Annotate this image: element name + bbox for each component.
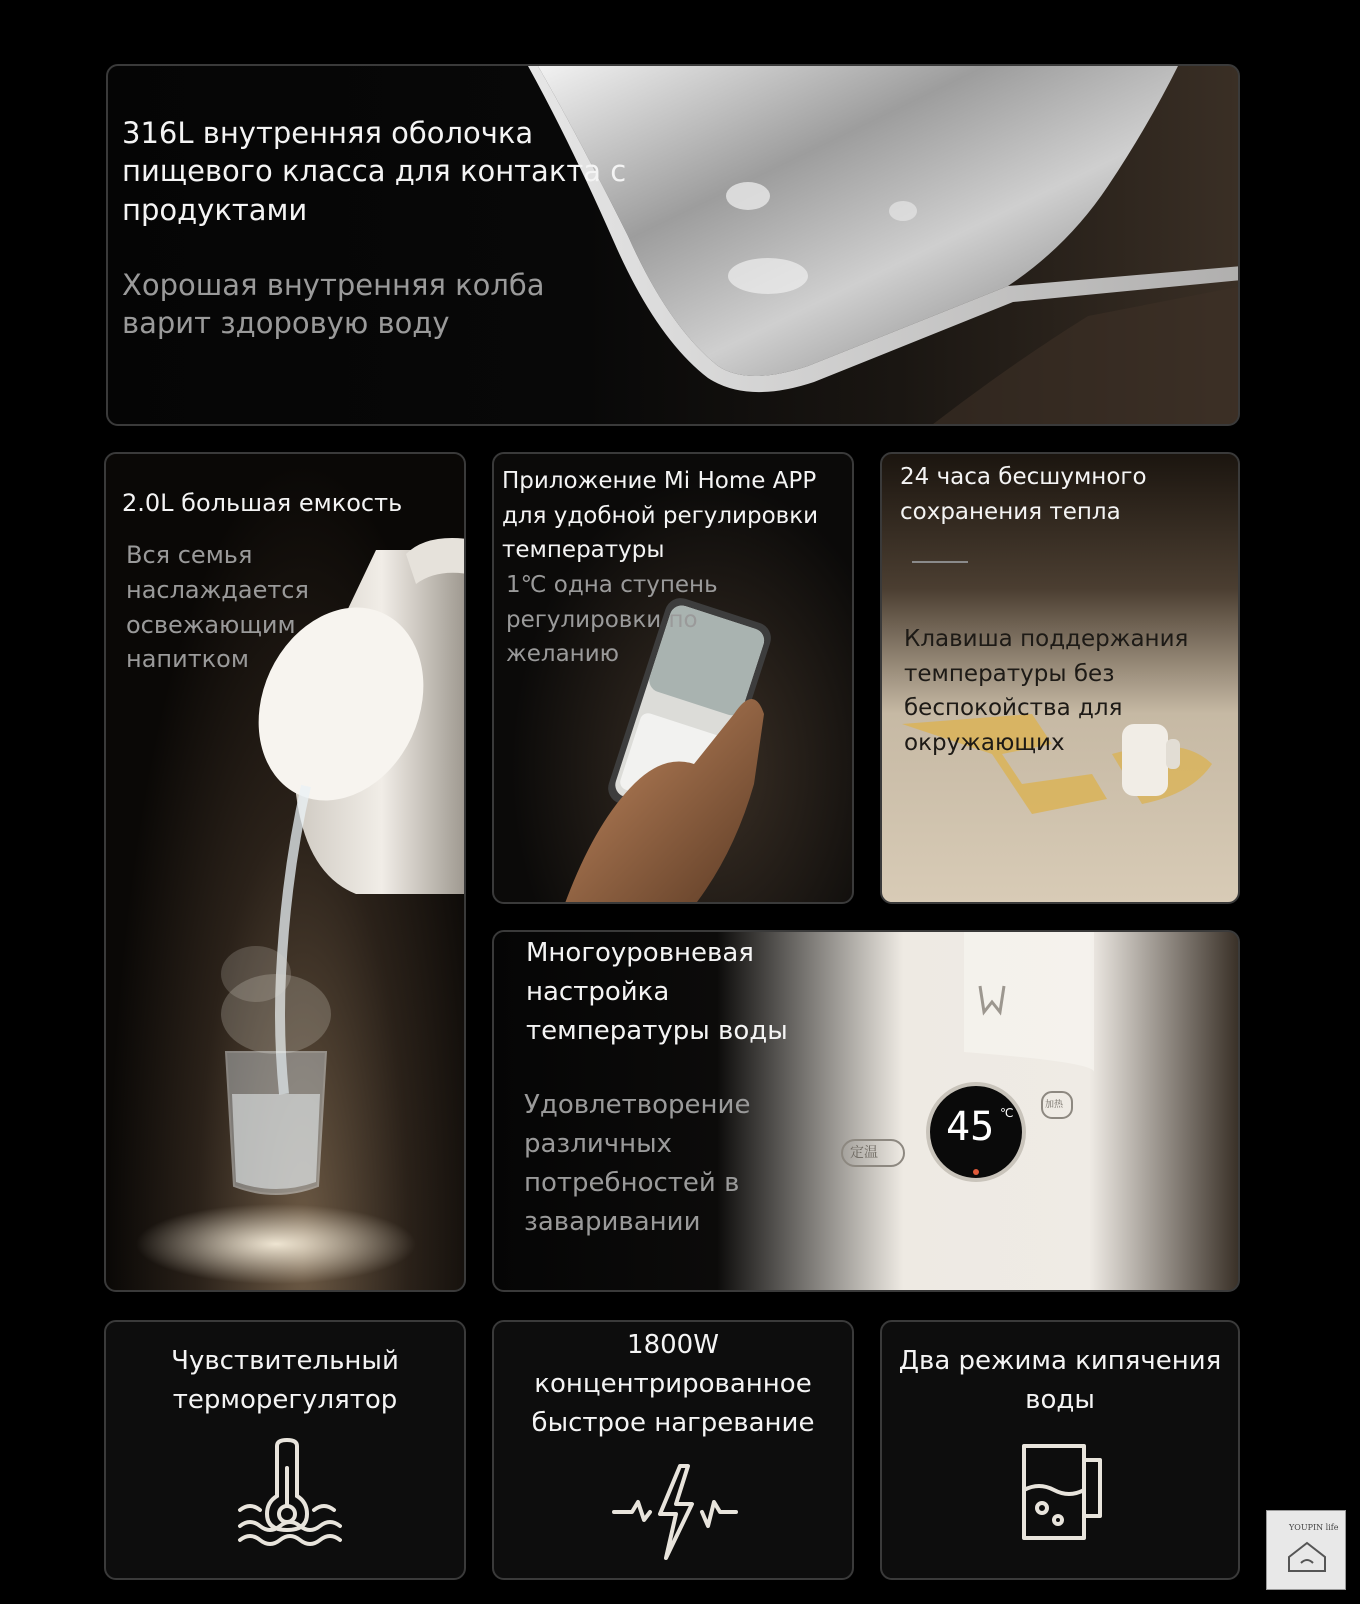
app-title: Приложение Mi Home APP для удобной регулировки температуры [502,468,819,563]
watermark-text: YOUPIN life [1289,1523,1339,1532]
temp-display-value: 45 [946,1104,995,1150]
temp-display-unit: ℃ [1000,1106,1014,1120]
kettle-icon [1012,1438,1112,1548]
feature-card-steel-liner [106,64,1240,426]
steel-liner-subtitle: Хорошая внутренняя колба варит здоровую воду [122,268,545,341]
thermostat-title: Чувствительный терморегулятор [171,1346,399,1415]
youpin-watermark [1266,1510,1346,1590]
app-subtitle: 1℃ одна ступень регулировки по желанию [506,572,718,667]
thermometer-icon [232,1438,342,1548]
capacity-subtitle: Вся семья наслаждается освежающим напитком [126,541,309,674]
feature-card-app [492,452,854,904]
multilevel-subtitle: Удовлетворение различных потребностей в заваривании [524,1090,751,1237]
steel-liner-title: 316L внутренняя оболочка пищевого класса для контакта с продуктами [122,116,627,227]
multilevel-title: Многоуровневая настройка температуры воды [526,938,788,1046]
keep-warm-title: 24 часа бесшумного сохранения тепла [900,464,1147,525]
boil-modes-title: Два режима кипячения воды [898,1346,1222,1415]
heat-button[interactable]: 加热 [1045,1100,1064,1110]
feature-card-keep-warm [880,452,1240,904]
feature-card-capacity [104,452,466,1292]
feature-card-fast-heating [492,1320,854,1580]
feature-card-multilevel-temp [492,930,1240,1292]
feature-card-boil-modes [880,1320,1240,1580]
keep-warm-subtitle: Клавиша поддержания температуры без беспокойства для окружающих [904,626,1189,756]
capacity-title: 2.0L большая емкость [122,489,403,517]
fast-heating-title: 1800W концентрированное быстрое нагревание [531,1330,815,1438]
house-logo-icon [1285,1539,1329,1573]
feature-card-thermostat [104,1320,466,1580]
fixed-temp-button[interactable]: 定温 [850,1145,878,1161]
lightning-icon [610,1462,740,1562]
